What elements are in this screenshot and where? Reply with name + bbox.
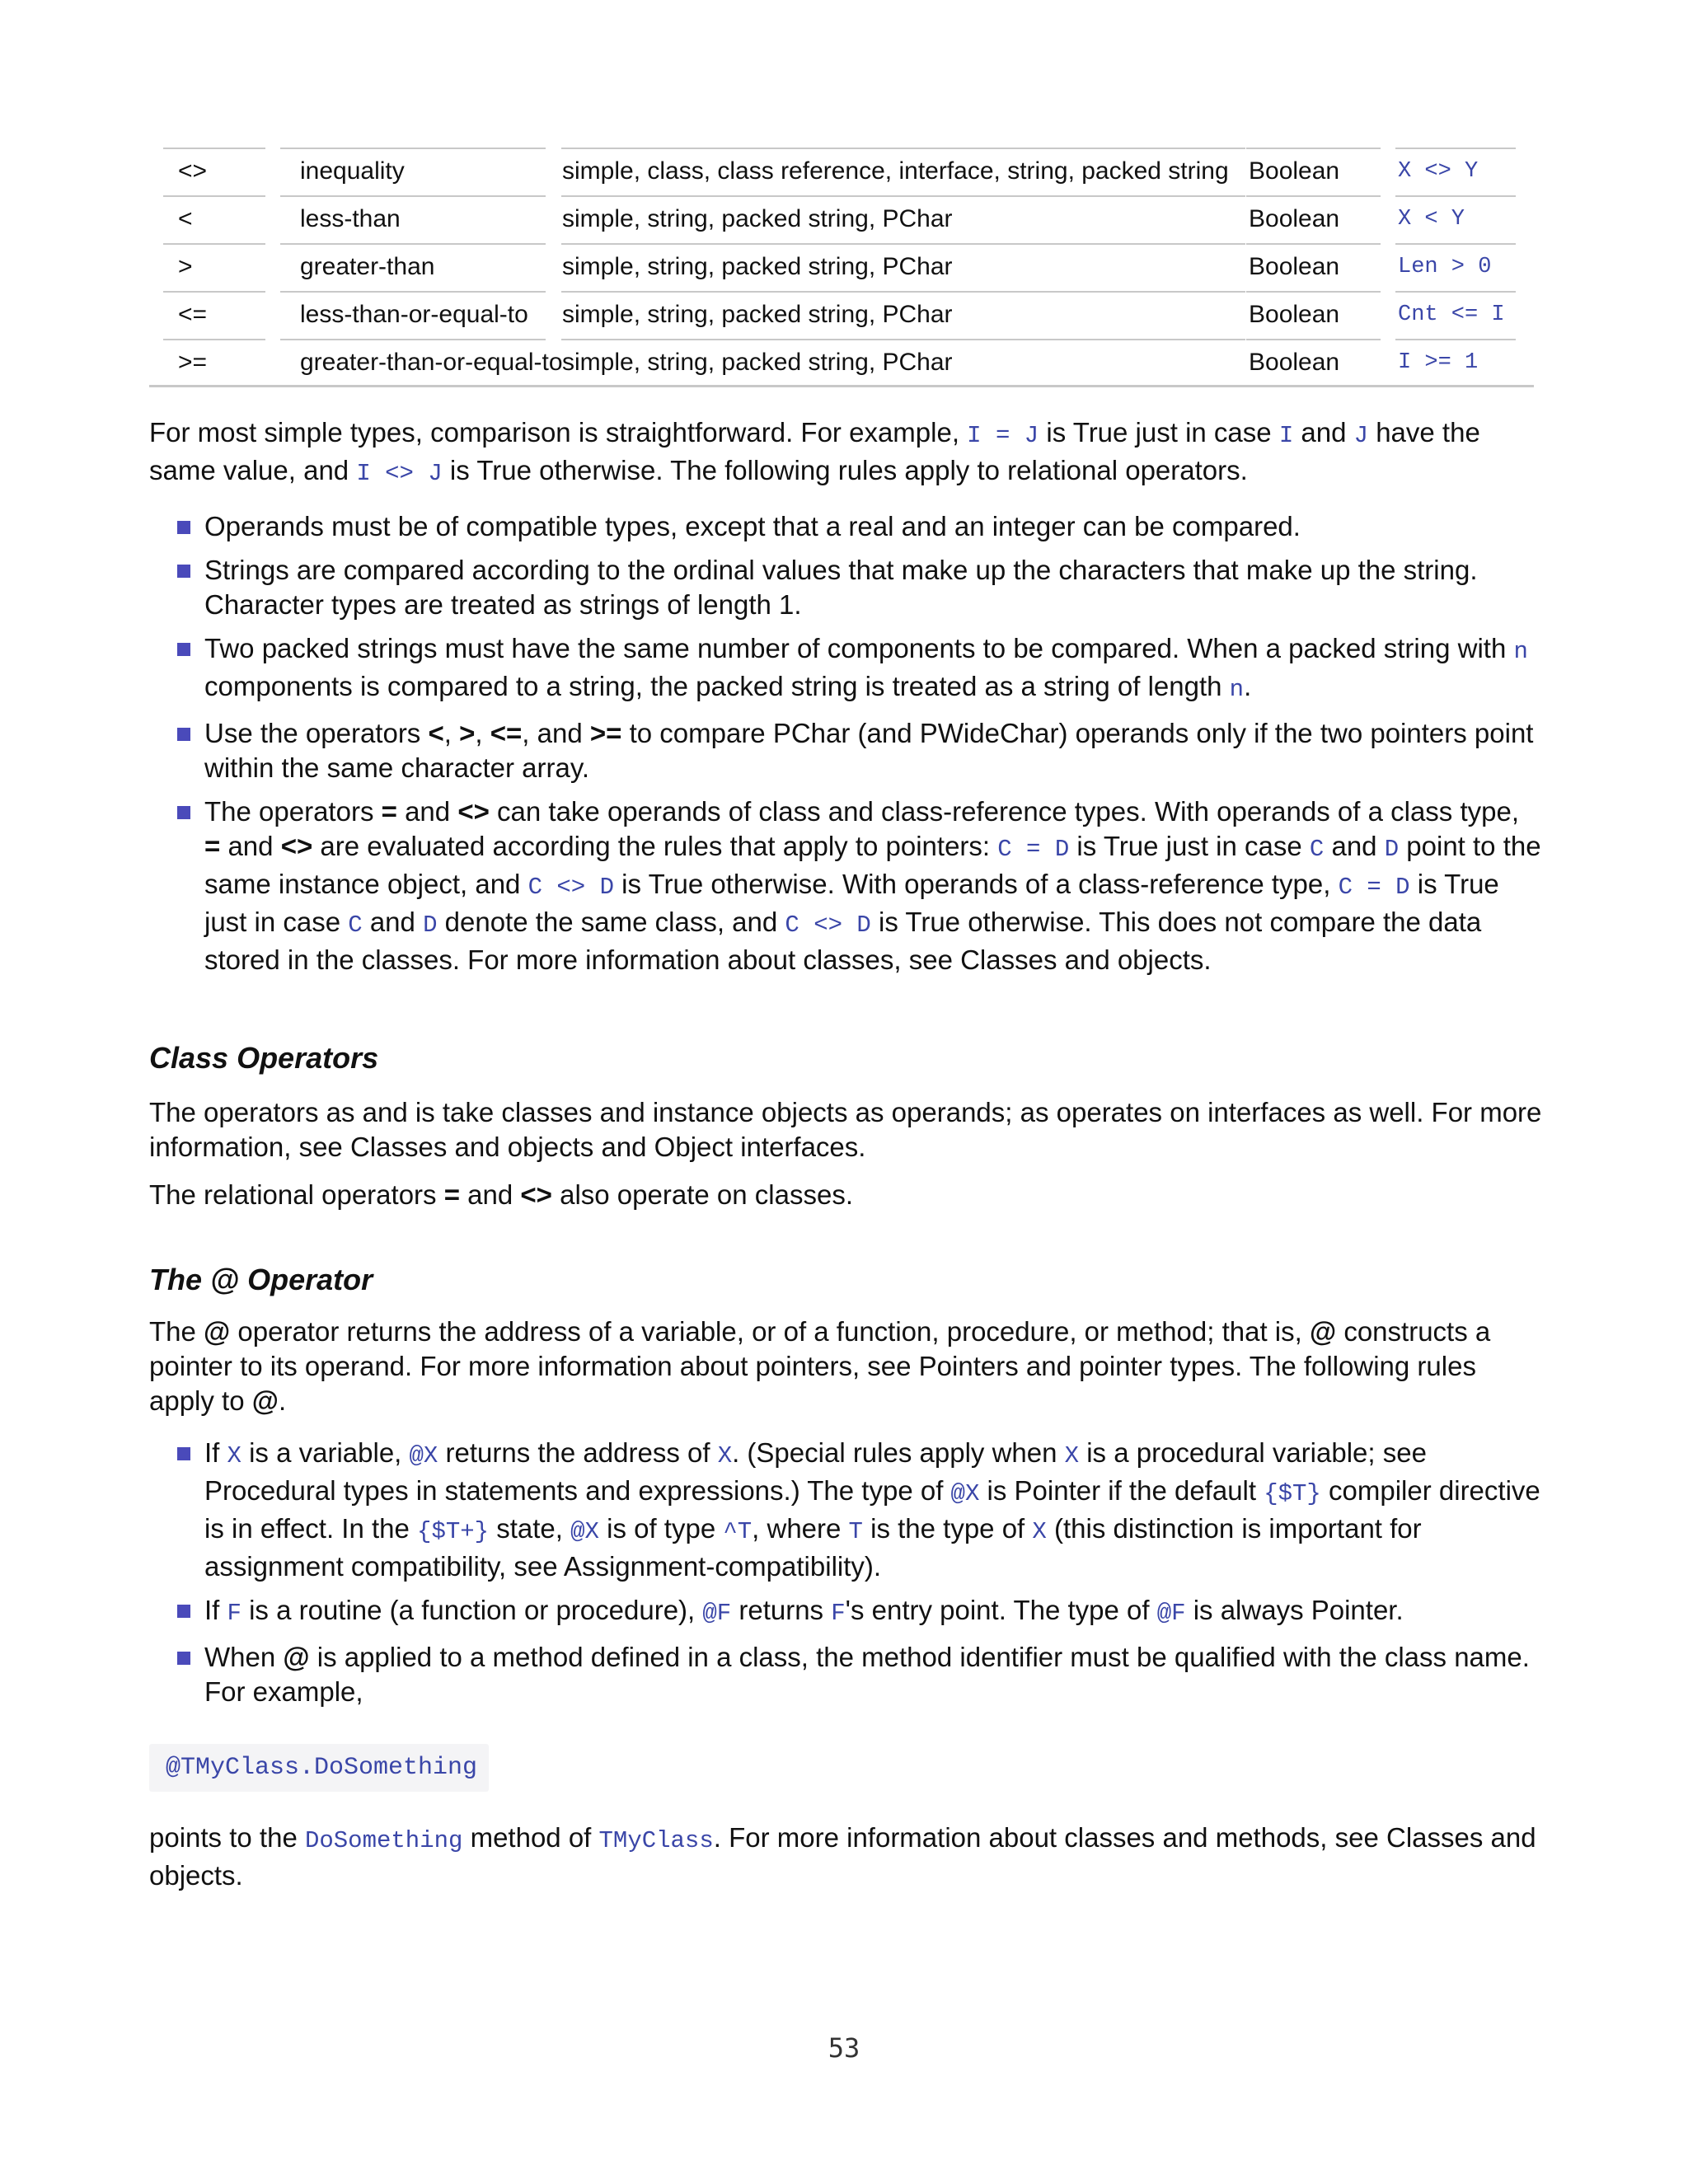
operator-symbol: >	[178, 253, 193, 280]
at-operator-heading: The @ Operator	[149, 1263, 373, 1296]
table-row	[149, 241, 1534, 289]
list-item: Two packed strings must have the same number of components to be compared. When a packed string with n components is compared to a string, the packed string is treated as a string of length n.	[149, 631, 1542, 707]
operand-types: simple, string, packed string, PChar	[562, 205, 953, 232]
operation-name: less-than-or-equal-to	[300, 301, 528, 328]
class-operators-heading: Class Operators	[149, 1041, 379, 1075]
example-code: I >= 1	[1398, 350, 1479, 375]
list-item: If X is a variable, @X returns the address of X. (Special rules apply when X is a procedural variable; see Procedural types in statements and expressions.) The type of @X is Pointer if the default {$T} compiler directive is in effect. In the {$T+} state, @X is of type ^T, where T is the type of X (this distinction is important for assignment compatibility, see Assignment-compatibility).	[149, 1436, 1542, 1584]
intro-paragraph: For most simple types, comparison is straightforward. For example, I = J is True just in case I and J have the same value, and I <> J is True otherwise. The following rules apply to relational operators.	[149, 417, 1480, 487]
code-sample: @TMyClass.DoSomething	[166, 1754, 478, 1782]
operation-name: less-than	[300, 205, 401, 232]
square-bullet-icon	[177, 643, 190, 656]
relational-rules-list	[149, 509, 1542, 987]
operand-types: simple, string, packed string, PChar	[562, 253, 953, 280]
at-operator-rules-list	[149, 1436, 1542, 1718]
table-row	[149, 146, 1534, 194]
list-item: When @ is applied to a method defined in a class, the method identifier must be qualified with the class name. For example,	[149, 1640, 1542, 1709]
class-operators-paragraph: The operators as and is take classes and instance objects as operands; as operates on interfaces as well. For more information, see Classes and objects and Object interfaces.	[149, 1097, 1542, 1162]
example-code: X < Y	[1398, 207, 1465, 232]
list-item: If F is a routine (a function or procedure), @F returns F's entry point. The type of @F is always Pointer.	[149, 1593, 1542, 1631]
at-operator-paragraph: The @ operator returns the address of a variable, or of a function, procedure, or method; that is, @ constructs a pointer to its operand. For more information about pointers, see Pointers and pointer types. The following rules apply to @.	[149, 1316, 1491, 1416]
example-code: Cnt <= I	[1398, 302, 1505, 327]
list-item: Operands must be of compatible types, except that a real and an integer can be compared.	[149, 509, 1542, 544]
operator-table	[149, 146, 1534, 387]
example-code: Len > 0	[1398, 255, 1492, 279]
table-row	[149, 289, 1534, 337]
example-code: X <> Y	[1398, 159, 1479, 184]
result-type: Boolean	[1249, 349, 1340, 376]
table-row	[149, 337, 1534, 385]
result-type: Boolean	[1249, 253, 1340, 280]
result-type: Boolean	[1249, 205, 1340, 232]
operation-name: greater-than-or-equal-to	[300, 349, 563, 376]
square-bullet-icon	[177, 521, 190, 534]
operator-symbol: <=	[178, 301, 208, 328]
class-relational-paragraph: The relational operators = and <> also operate on classes.	[149, 1179, 853, 1210]
code-block	[149, 1744, 489, 1792]
operator-symbol: <>	[178, 157, 208, 185]
page-number: 53	[828, 2032, 860, 2064]
method-pointer-paragraph: points to the DoSomething method of TMyClass. For more information about classes and methods, see Classes and objects.	[149, 1822, 1536, 1891]
square-bullet-icon	[177, 806, 190, 819]
operator-symbol: >=	[178, 349, 208, 376]
list-item: The operators = and <> can take operands of class and class-reference types. With operands of a class type, = and <> are evaluated according the rules that apply to pointers: C = D is True just in case C and D point to the same instance object, and C <> D is True otherwise. With operands of a class-reference type, C = D is True just in case C and D denote the same class, and C <> D is True otherwise. This does not compare the data stored in the classes. For more information about classes, see Classes and objects.	[149, 794, 1542, 977]
operation-name: greater-than	[300, 253, 435, 280]
result-type: Boolean	[1249, 301, 1340, 328]
operand-types: simple, string, packed string, PChar	[562, 349, 953, 376]
operation-name: inequality	[300, 157, 405, 185]
table-row	[149, 194, 1534, 241]
square-bullet-icon	[177, 1447, 190, 1460]
square-bullet-icon	[177, 1652, 190, 1665]
operand-types: simple, class, class reference, interface, string, packed string	[562, 157, 1229, 185]
square-bullet-icon	[177, 728, 190, 741]
square-bullet-icon	[177, 565, 190, 578]
list-item: Use the operators <, >, <=, and >= to compare PChar (and PWideChar) operands only if the two pointers point within the same character array.	[149, 716, 1542, 785]
list-item: Strings are compared according to the ordinal values that make up the characters that make up the string. Character types are treated as strings of length 1.	[149, 553, 1542, 622]
operand-types: simple, string, packed string, PChar	[562, 301, 953, 328]
result-type: Boolean	[1249, 157, 1340, 185]
operator-symbol: <	[178, 205, 193, 232]
square-bullet-icon	[177, 1605, 190, 1618]
